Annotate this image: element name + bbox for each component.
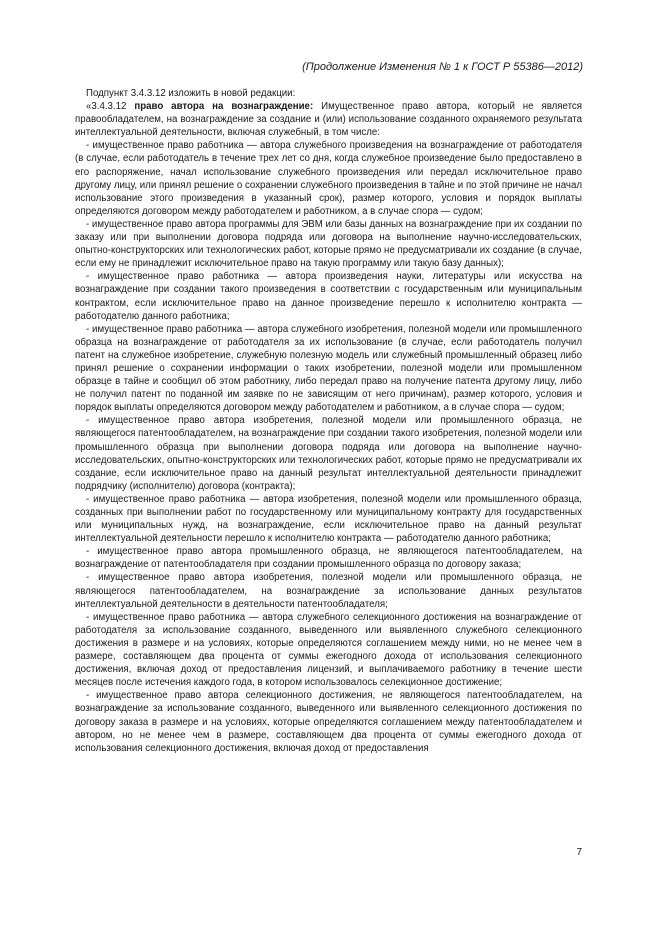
list-item: - имущественное право работника — автора служебного произведения на вознаграждение от работодателя (в случае, если работодатель в течение трех лет со дня, когда служебное произведение было предоставлено в его распоряжение, начал использование служебного произведения или передал исключительное право другому лицу, или принял решение о сохранении служебного произведения в тайне и по этой причине не начал использование этого произведения в указанный срок), размер которого, условия и порядок выплаты определяются договором между работодателем и работником, а в случае спора — судом;	[75, 140, 582, 217]
clause-intro: Имущественное право автора, который не является правообладателем, на вознаграждение за создание и (или) использование созданного охраняемого результата интеллектуальной деятельности, включая служебный, в том числе:	[75, 101, 583, 139]
list-item: - имущественное право работника — автора произведения науки, литературы или искусства на вознаграждение при создании такого произведения в соответствии с государственным или муниципальным контрактом, если исключительное право на данное произведение перешло к исполнителю контракта — работодателю данного работника;	[75, 271, 582, 322]
list-item: - имущественное право работника — автора служебного селекционного достижения на вознаграждение от работодателя за использование созданного, выведенного или выявленного служебного селекционного достижения в размере и на условиях, которые определяются соглашением между ними, но не менее чем в размере, составляющем два процента от суммы ежегодного дохода от использования селекционного достижения, включая доход от предоставления лицензий, и выплачиваемого работнику в течение шести месяцев после истечения каждого года, в котором использовалось селекционное достижение;	[75, 611, 582, 689]
clause-open: «3.4.3.12	[86, 101, 135, 113]
list-item: - имущественное право автора программы для ЭВМ или базы данных на вознаграждение при их создании по заказу или при выполнении договора подряда или договора на выполнение научно-исследовательских, опытно-конструкторских или технологических работ, которые прямо не предусматривали их создание (в случае, если ему не принадлежит исключительное право на такую программу или такую базу данных);	[75, 218, 582, 270]
list-item: - имущественное право работника — автора служебного изобретения, полезной модели или промышленного образца на вознаграждение от работодателя за их использование (в случае, если работодатель получил патент на служебное изобретение, служебную полезную модель или служебный промышленный образец либо принял решение о сохранении информации о таких изобретении, полезной модели или промышленном образце в тайне и сообщил об этом работнику, либо передал право на получение патента другому лицу, либо не получил патент по поданной им заявке по не зависящим от него причинам), размер которого, условия и порядок выплаты определяются договором между работодателем и работником, а в случае спора — судом;	[75, 323, 582, 414]
list-item: - имущественное право автора промышленного образца, не являющегося патентообладателем, на вознаграждение от патентообладателя при создании промышленного образца по договору заказа;	[75, 546, 582, 571]
document-body	[75, 87, 582, 755]
list-item: - имущественное право работника — автора изобретения, полезной модели или промышленного образца, созданных при выполнении работ по государственному или муниципальному контракту для государственных или муниципальных нужд, на вознаграждение, если исключительное право на данный результат интеллектуальной деятельности перешло к исполнителю контракта — работодателю данного работника;	[75, 493, 582, 545]
list-item: - имущественное право автора изобретения, полезной модели или промышленного образца, не являющегося патентообладателем, на вознаграждение при создании такого изобретения, полезной модели или промышленного образца при выполнении договора подряда или договора на выполнение научно-исследовательских, опытно-конструкторских или технологических работ, которые прямо не предусматривали их создание, если исключительное право на данный результат интеллектуальной деятельности принадлежит подрядчику (исполнителю) договора (контракта);	[75, 415, 582, 492]
list-item: - имущественное право автора изобретения, полезной модели или промышленного образца, не являющегося патентообладателем, на вознаграждение за использование данных результатов интеллектуальной деятельности в деятельности патентообладателя;	[75, 572, 582, 610]
clause-paragraph	[75, 100, 582, 139]
clause-title: право автора на вознаграждение:	[134, 101, 314, 113]
page-number: 7	[576, 847, 582, 858]
instruction-paragraph: Подпункт 3.4.3.12 изложить в новой редакции:	[86, 88, 296, 99]
list-item: - имущественное право автора селекционного достижения, не являющегося патентообладателем, на вознаграждение за использование созданного, выведенного или выявленного селекционного достижения по договору заказа в размере и на условиях, которые определяются соглашением между патентообладателем и автором, но не менее чем в размере, составляющем два процента от суммы ежегодного дохода от использования селекционного достижения, включая доход от предоставления	[75, 690, 582, 754]
running-header: (Продолжение Изменения № 1 к ГОСТ Р 55386—2012)	[302, 61, 583, 73]
